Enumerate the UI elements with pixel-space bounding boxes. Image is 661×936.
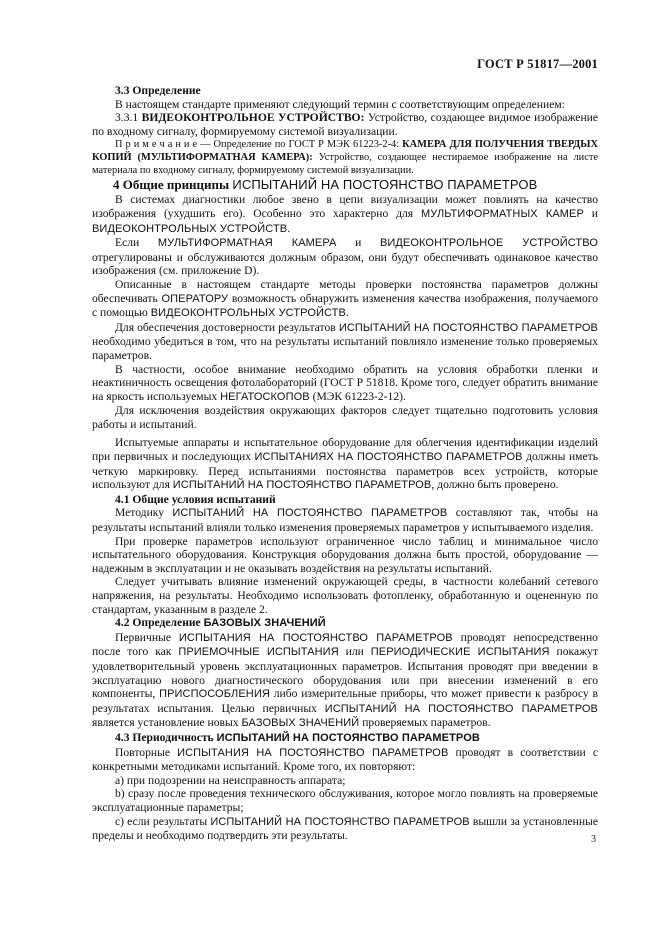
paragraph: [92, 236, 598, 278]
term-caps: ИСПЫТАНИЙ НА ПОСТОЯНСТВО ПАРАМЕТРОВ: [172, 507, 448, 520]
subsection-4-3-heading: [92, 731, 598, 746]
text: и: [336, 236, 380, 250]
text: 4.2 Определение: [115, 616, 204, 630]
term-caps: ВИДЕОКОНТРОЛЬНЫХ УСТРОЙСТВ: [150, 307, 346, 320]
text: Если: [115, 236, 158, 250]
term-caps: ПРИСПОСОБЛЕНИЯ: [159, 688, 270, 701]
paragraph: [92, 631, 598, 731]
paragraph: В настоящем стандарте применяют следующий термин с соответствующим определением:: [115, 97, 565, 111]
note: [92, 138, 598, 177]
paragraph: Следует учитывать влияние изменений окружающей среды, в частности колебаний сетевого напряжения, на результаты. Необходимо использовать фотопленку, обработанную и оцененную по стандартам, указанным в разделе 2.: [92, 575, 598, 616]
term-caps: МУЛЬТИФОРМАТНЫХ КАМЕР: [420, 207, 584, 220]
term-caps: ОПЕРАТОРУ: [161, 292, 229, 305]
text: 4.3 Периодичность: [115, 730, 217, 744]
text: или: [338, 645, 371, 659]
text: проводят непосредственно после того как: [92, 630, 598, 659]
paragraph: [92, 506, 598, 534]
term-caps: ИСПЫТАНИЙ НА ПОСТОЯНСТВО ПАРАМЕТРОВ: [172, 479, 432, 492]
text: Методику: [115, 506, 173, 520]
text: В системах диагностики любое звено в цепи визуализации может повлиять на качество изображения (ухудшить его). Особенно это характерно для: [92, 193, 598, 220]
text: В частности, особое внимание необходимо обратить на условия обработки пленки и неактиничность освещения фотолабораторий (ГОСТ Р 51818. Кроме того, следует обратить внимание на яркость используемых: [92, 362, 598, 403]
text: вышли за установленные пределы и необходимо подтвердить эти результаты.: [92, 814, 598, 843]
note-text: Устройство, создающее нестираемое изображение на листе материала по входному сигналу, формируемому системой визуализации.: [92, 152, 598, 177]
list-item: [92, 815, 598, 843]
text: необходимо убедиться в том, что на результаты испытаний повлияло изменение только проверяемых параметров.: [92, 335, 598, 362]
term-caps: ИСПЫТАНИЙ НА ПОСТОЯНСТВО ПАРАМЕТРОВ: [338, 321, 598, 334]
paragraph: [92, 278, 598, 321]
text: Повторные: [115, 745, 178, 759]
text: , должно быть проверено.: [431, 478, 559, 492]
text: Испытуемые аппараты и испытательное оборудование для облегчения идентификации изделий при первичных и последующих: [92, 436, 598, 464]
paragraph: Для исключения воздействия окружающих факторов следует тщательно подготовить условия работы и испытаний.: [92, 404, 598, 431]
paragraph: [92, 193, 598, 236]
subsection-4-2-heading: [92, 616, 598, 631]
note-term: КАМЕРА ДЛЯ ПОЛУЧЕНИЯ ТВЕРДЫХ КОПИЙ (МУЛЬТИФОРМАТНАЯ КАМЕРА):: [92, 139, 598, 164]
term-caps: БАЗОВЫХ ЗНАЧЕНИЙ: [241, 717, 360, 730]
section-4-title: 4 Общие принципы: [113, 177, 233, 193]
text: .: [287, 221, 291, 235]
paragraph: [92, 363, 598, 405]
list-item: а) при подозрении на неисправность аппарата;: [115, 773, 346, 787]
page-number: 3: [591, 834, 596, 845]
note-ref: — Определение по ГОСТ Р МЭК 61223-2-4:: [197, 139, 403, 151]
text: проверяемых параметров.: [359, 716, 491, 730]
note-label: П р и м е ч а н и е: [115, 139, 198, 151]
term-caps: ПЕРИОДИЧЕСКИЕ ИСПЫТАНИЯ: [370, 646, 550, 659]
text: Описанные в настоящем стандарте методы проверки постоянства параметров должны обеспечивать: [92, 277, 598, 305]
document-code-header: ГОСТ Р 51817—2001: [477, 57, 598, 71]
text: .: [345, 306, 349, 320]
term-caps: ИСПЫТАНИЙ НА ПОСТОЯНСТВО ПАРАМЕТРОВ: [216, 731, 480, 744]
paragraph: [92, 436, 598, 492]
list-item: b) сразу после проведения технического обслуживания, которое могло повлиять на проверяемые эксплуатационные параметры;: [92, 787, 598, 814]
definition-text: Устройство, создающее видимое изображение по входному сигналу, формируемому системой визуализации.: [92, 111, 598, 138]
term-caps: ИСПЫТАНИЯ НА ПОСТОЯНСТВО ПАРАМЕТРОВ: [177, 746, 449, 759]
term-caps: ИСПЫТАНИЙ НА ПОСТОЯНСТВО ПАРАМЕТРОВ: [324, 702, 598, 715]
paragraph: [92, 321, 598, 363]
subsection-3-3-heading: 3.3 Определение: [115, 84, 201, 97]
text: покажут удовлетворительный уровень эксплуатационных параметров. Испытания проводят при введении в эксплуатацию нового диагностического оборудования или при внесении изменений в его компоненты,: [92, 645, 598, 701]
term-caps: НЕГАТОСКОПОВ: [220, 390, 310, 403]
text: составляют так, чтобы на результаты испытаний влияли только изменения проверяемых параметров у испытываемого изделия.: [92, 506, 598, 535]
term-caps: МУЛЬТИФОРМАТНАЯ КАМЕРА: [157, 237, 337, 250]
subsection-4-1-heading: 4.1 Общие условия испытаний: [115, 492, 276, 506]
text: и: [583, 206, 598, 220]
text: Первичные: [115, 630, 179, 644]
term-caps: ПРИЕМОЧНЫЕ ИСПЫТАНИЯ: [178, 646, 339, 659]
term-caps: ИСПЫТАНИЙ НА ПОСТОЯНСТВО ПАРАМЕТРОВ: [210, 815, 470, 828]
section-4-heading: [92, 177, 598, 193]
term-caps: ВИДЕОКОНТРОЛЬНЫХ УСТРОЙСТВ: [92, 222, 288, 235]
definition-3-3-1: [92, 111, 598, 138]
section-4-title-caps: ИСПЫТАНИЙ НА ПОСТОЯНСТВО ПАРАМЕТРОВ: [232, 177, 538, 193]
text: с) если результаты: [115, 814, 211, 828]
item-number: 3.3.1: [115, 111, 139, 125]
paragraph: При проверке параметров используют ограниченное число таблиц и минимальное число испытательного оборудования. Конструкция оборудования должна быть простой, оборудование — надежным в эксплуатации и не оказывать воздействия на результаты испытаний.: [92, 534, 598, 575]
text: (МЭК 61223-2-12).: [309, 389, 406, 403]
text: возможность обнаружить изменения качества изображения, получаемого с помощью: [92, 291, 599, 320]
text: либо измерительные приборы, что может привести к разбросу в результатах испытания. Целью первичных: [92, 687, 598, 715]
text: отрегулированы и обслуживаются должным образом, они будут обеспечивать одинаковое качество изображения (см. приложение D).: [92, 250, 598, 278]
term-caps: ВИДЕОКОНТРОЛЬНОЕ УСТРОЙСТВО: [379, 237, 598, 250]
term-caps: БАЗОВЫХ ЗНАЧЕНИЙ: [203, 617, 326, 630]
text: является установление новых: [92, 716, 242, 730]
term: ВИДЕОКОНТРОЛЬНОЕ УСТРОЙСТВО:: [141, 111, 365, 125]
text: проводят в соответствии с конкретными методиками испытаний. Кроме того, их повторяют:: [92, 745, 598, 774]
text: должны иметь четкую маркировку. Перед испытаниями постоянства параметров всех устройств, которые используют для: [92, 450, 599, 492]
term-caps: ИСПЫТАНИЯХ НА ПОСТОЯНСТВО ПАРАМЕТРОВ: [254, 451, 523, 464]
term-caps: ИСПЫТАНИЯ НА ПОСТОЯНСТВО ПАРАМЕТРОВ: [178, 631, 453, 644]
text: Для обеспечения достоверности результатов: [115, 320, 339, 334]
paragraph: [92, 746, 598, 774]
page-body: [92, 84, 598, 843]
